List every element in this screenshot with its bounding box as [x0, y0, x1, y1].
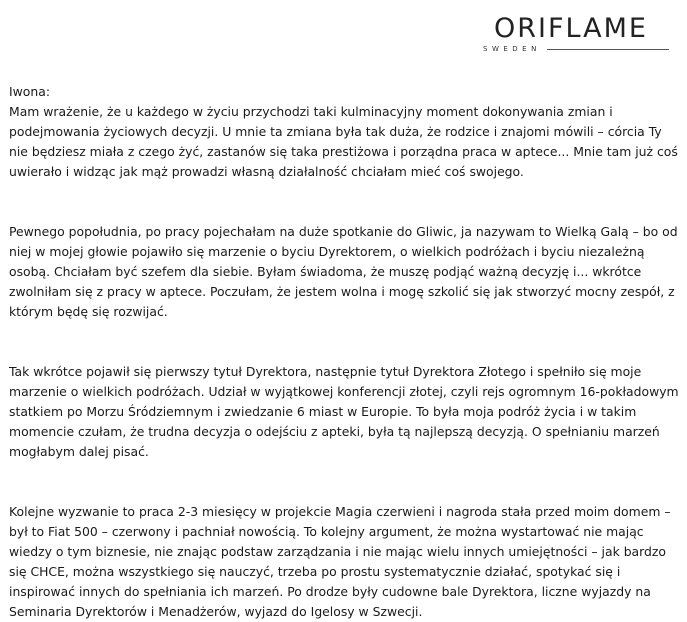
author-name: Iwona:	[9, 84, 50, 99]
story-paragraph-3: Tak wkrótce pojawił się pierwszy tytuł Dyrektora, następnie tytuł Dyrektora Złotego i spełniło się moje marzenie o wielkich podróżach. Udział w wyjątkowej konferencji złotej, czyli rejs ogromnym 16-pokładowym statkiem po Morzu Śródziemnym i zwiedzanie 6 miast w Europie. To była moja podróż życia i w takim momencie czułam, że trudna decyzja o odejściu z apteki, była tą najlepszą decyzją. O spełnianiu marzeń mogłabym dalej pisać.	[9, 364, 679, 459]
paragraph-spacer	[9, 322, 681, 362]
story-paragraph-1: Mam wrażenie, że u każdego w życiu przychodzi taki kulminacyjny moment dokonywania zmian i podejmowania życiowych decyzji. U mnie ta zmiana była tak duża, że rodzice i znajomi mówili – córcia Ty nie będziesz miała z czego żyć, zastanów się taka prestiżowa i porządna praca w aptece... Mnie tam już coś uwierało i widząc jak mąż prowadzi własną działalność chciałam mieć coś swojego.	[9, 104, 678, 179]
story-paragraph-4: Kolejne wyzwanie to praca 2-3 miesięcy w projekcie Magia czerwieni i nagroda stała przed moim domem – był to Fiat 500 – czerwony i pachniał nowością. To kolejny argument, że można wystartować nie mając wiedzy o tym biznesie, nie znając podstaw zarządzania i nie mając wielu innych umiejętności – jak bardzo się CHCE, można wszystkiego się nauczyć, trzeba po prostu systematycznie działać, spotykać się i inspirować innych do spełniania ich marzeń. Po drodze były cudowne bale Dyrektora, liczne wyjazdy na Seminaria Dyrektorów i Menadżerów, wyjazd do Igelosy w Szwecji.	[9, 504, 671, 619]
story-content	[9, 82, 681, 622]
logo-sub-text: SWEDEN	[483, 45, 541, 53]
paragraph-spacer	[9, 182, 681, 222]
oriflame-logo	[473, 14, 669, 53]
paragraph-spacer	[9, 462, 681, 502]
logo-subline	[473, 45, 669, 53]
story-paragraph-2: Pewnego popołudnia, po pracy pojechałam na duże spotkanie do Gliwic, ja nazywam to Wielką Galą – bo od niej w mojej głowie pojawiło się marzenie o byciu Dyrektorem, o wielkich podróżach i byciu niezależną osobą. Chciałam być szefem dla siebie. Byłam świadoma, że muszę podjąć ważną decyzję i... wkrótce zwolniłam się z pracy w aptece. Poczułam, że jestem wolna i mogę szkolić się jak stworzyć mocny zespół, z którym będę się rozwijać.	[9, 224, 678, 319]
logo-brand-text: ORIFLAME	[494, 13, 648, 44]
logo-divider-line	[547, 49, 669, 50]
